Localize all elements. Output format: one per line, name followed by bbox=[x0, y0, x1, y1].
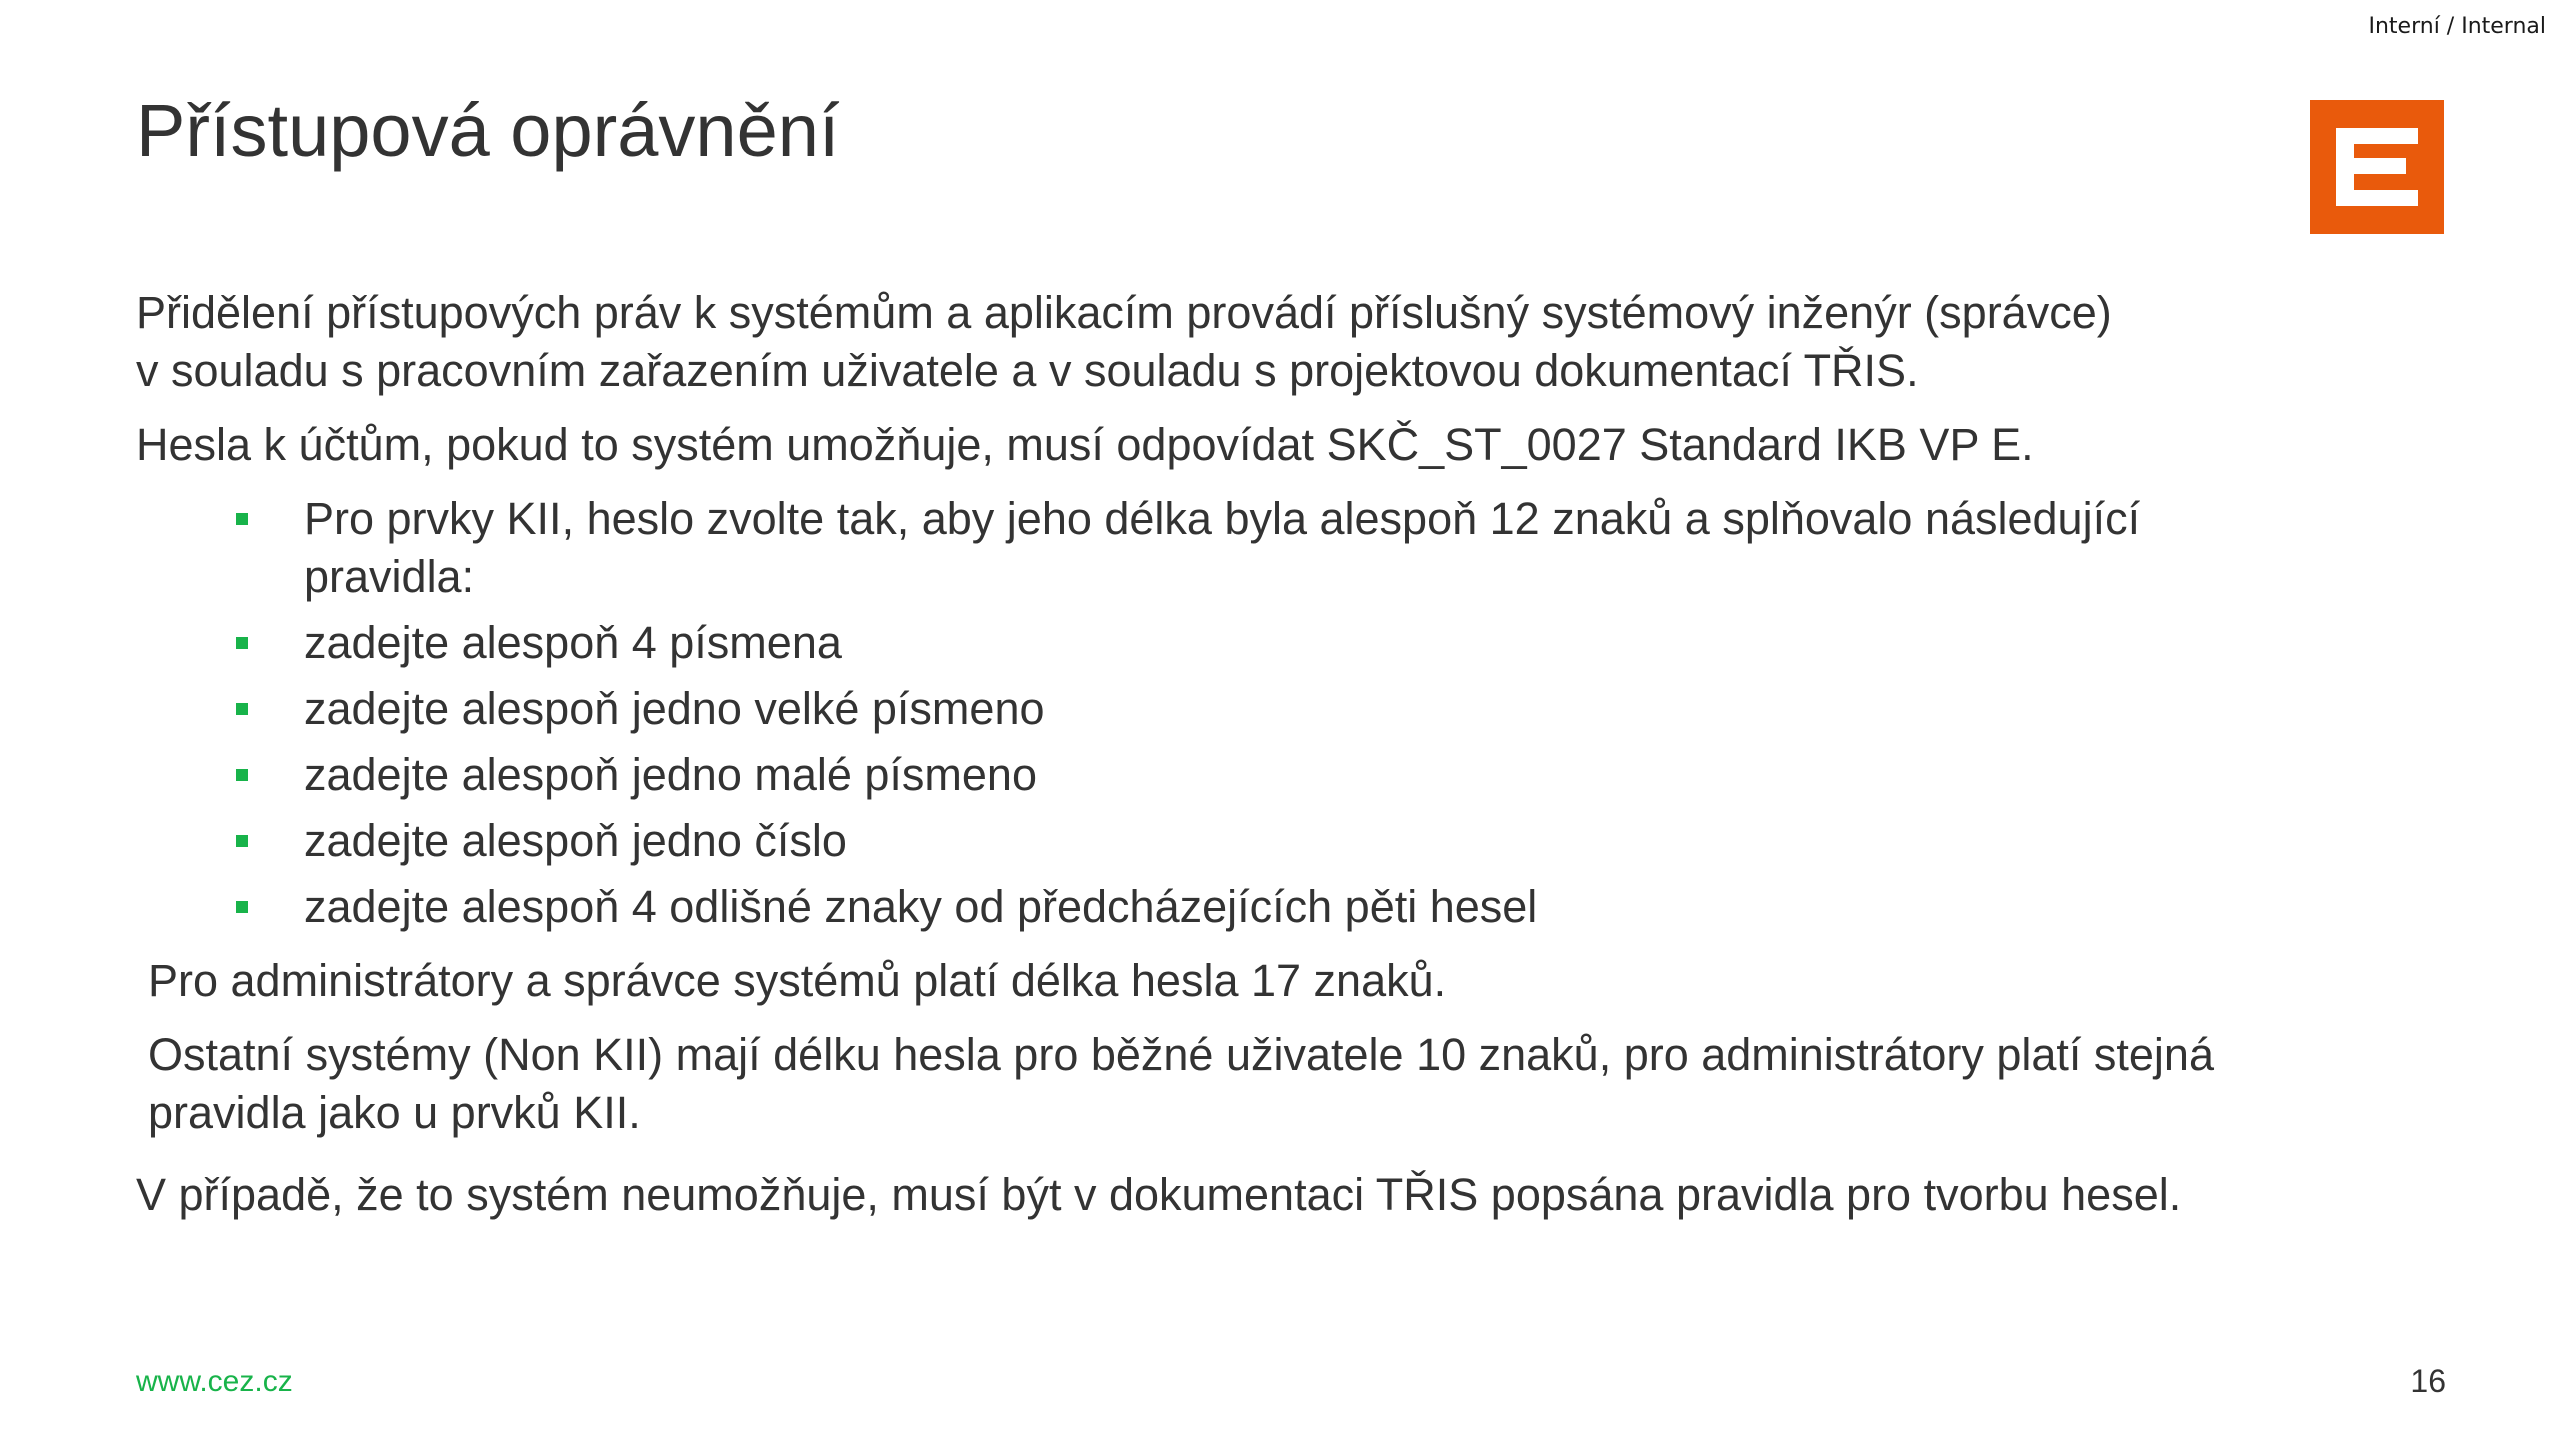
list-item-text: pravidla: bbox=[304, 551, 475, 602]
list-item bbox=[136, 614, 2436, 672]
list-item-text: zadejte alespoň jedno číslo bbox=[304, 815, 847, 866]
footer-website-link[interactable]: www.cez.cz bbox=[136, 1365, 293, 1398]
slide-title: Přístupová oprávnění bbox=[136, 89, 840, 172]
paragraph-admin-length: Pro administrátory a správce systémů platí délka hesla 17 znaků. bbox=[148, 955, 1447, 1006]
slide-body bbox=[136, 284, 2436, 1224]
paragraph-line: pravidla jako u prvků KII. bbox=[148, 1087, 641, 1138]
bullet-square-icon bbox=[236, 835, 248, 847]
paragraph-non-kii bbox=[148, 1026, 2436, 1142]
paragraph-documentation: V případě, že to systém neumožňuje, musí být v dokumentaci TŘIS popsána pravidla pro tvorbu hesel. bbox=[136, 1169, 2182, 1220]
list-item bbox=[136, 680, 2436, 738]
classification-label: Interní / Internal bbox=[2368, 14, 2546, 39]
list-item-text: zadejte alespoň 4 odlišné znaky od předcházejících pěti hesel bbox=[304, 881, 1538, 932]
cez-logo-icon bbox=[2310, 100, 2444, 234]
list-item bbox=[136, 490, 2436, 606]
paragraph-password-standard: Hesla k účtům, pokud to systém umožňuje, musí odpovídat SKČ_ST_0027 Standard IKB VP E. bbox=[136, 419, 2034, 470]
bullet-square-icon bbox=[236, 703, 248, 715]
bullet-square-icon bbox=[236, 901, 248, 913]
paragraph-line: Ostatní systémy (Non KII) mají délku hesla pro běžné uživatele 10 znaků, pro administrátory platí stejná bbox=[148, 1029, 2214, 1080]
paragraph-line: v souladu s pracovním zařazením uživatele a v souladu s projektovou dokumentací TŘIS. bbox=[136, 345, 1919, 396]
list-item bbox=[136, 746, 2436, 804]
list-item-text: zadejte alespoň jedno velké písmeno bbox=[304, 683, 1045, 734]
paragraph-access-rights bbox=[136, 284, 2436, 400]
list-item-text: zadejte alespoň 4 písmena bbox=[304, 617, 842, 668]
bullet-square-icon bbox=[236, 637, 248, 649]
list-item bbox=[136, 878, 2436, 936]
page-number: 16 bbox=[2410, 1363, 2446, 1399]
list-item-text: Pro prvky KII, heslo zvolte tak, aby jeho délka byla alespoň 12 znaků a splňovalo následující bbox=[304, 493, 2141, 544]
bullet-square-icon bbox=[236, 513, 248, 525]
cez-logo-graphic bbox=[2310, 100, 2444, 234]
list-item-text: zadejte alespoň jedno malé písmeno bbox=[304, 749, 1037, 800]
password-rules-list bbox=[136, 490, 2436, 936]
bullet-square-icon bbox=[236, 769, 248, 781]
paragraph-line: Přidělení přístupových práv k systémům a aplikacím provádí příslušný systémový inženýr (správce) bbox=[136, 287, 2112, 338]
list-item bbox=[136, 812, 2436, 870]
